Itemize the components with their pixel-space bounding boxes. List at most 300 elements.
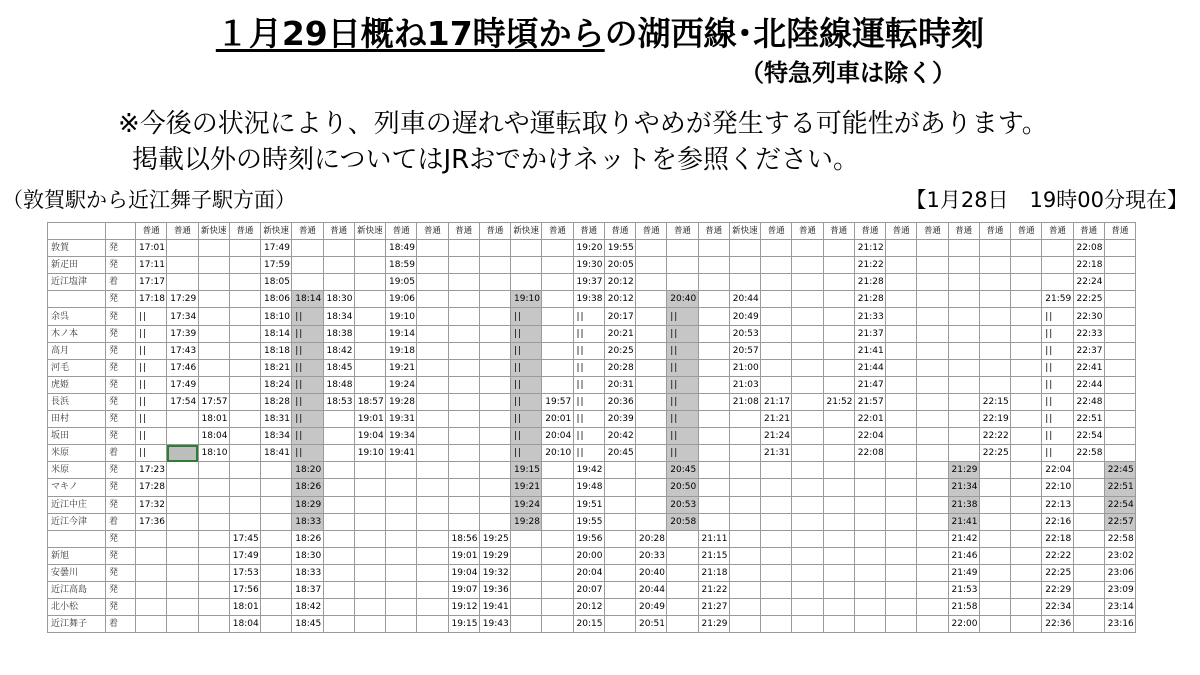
time-cell [792, 530, 823, 547]
arrive-depart-cell: 着 [106, 445, 136, 462]
header-row [48, 223, 1136, 240]
time-cell: 20:04 [573, 564, 604, 581]
time-cell [448, 445, 479, 462]
time-cell: 21:28 [854, 291, 885, 308]
time-cell [792, 393, 823, 410]
time-cell: 17:11 [136, 257, 167, 274]
time-cell [261, 513, 292, 530]
time-cell [761, 342, 792, 359]
time-cell [479, 513, 510, 530]
table-row [48, 359, 1136, 376]
table-row [48, 342, 1136, 359]
time-cell [354, 547, 385, 564]
time-cell [417, 462, 448, 479]
station-name-cell: 木ノ本 [48, 325, 106, 342]
table-row [48, 513, 1136, 530]
time-cell [167, 530, 198, 547]
time-cell [198, 616, 229, 633]
time-cell: 18:05 [261, 274, 292, 291]
time-cell: 17:28 [136, 479, 167, 496]
time-cell: 22:25 [1073, 291, 1104, 308]
time-cell [729, 513, 760, 530]
direction-label: （敦賀駅から近江舞子駅方面） [2, 188, 296, 212]
time-cell: 22:41 [1073, 359, 1104, 376]
time-cell [604, 513, 635, 530]
time-cell [854, 581, 885, 598]
time-cell [261, 530, 292, 547]
time-cell: 22:36 [1042, 616, 1073, 633]
time-cell: 19:48 [573, 479, 604, 496]
time-cell [698, 376, 729, 393]
time-cell [198, 479, 229, 496]
time-cell [542, 462, 573, 479]
time-cell: 18:30 [323, 291, 354, 308]
time-cell [667, 530, 698, 547]
arrive-depart-cell: 発 [106, 291, 136, 308]
time-cell [417, 564, 448, 581]
time-cell [448, 393, 479, 410]
time-cell [979, 376, 1010, 393]
time-cell: 21:44 [854, 359, 885, 376]
time-cell [886, 428, 917, 445]
time-cell [886, 308, 917, 325]
pass-through-marker: || [667, 445, 698, 462]
time-cell [417, 513, 448, 530]
time-cell [886, 599, 917, 616]
time-cell [886, 257, 917, 274]
time-cell [229, 325, 260, 342]
time-cell [386, 513, 417, 530]
pass-through-marker: || [292, 428, 323, 445]
time-cell: 23:16 [1104, 616, 1135, 633]
time-cell: 18:38 [323, 325, 354, 342]
time-cell [229, 342, 260, 359]
time-cell [167, 564, 198, 581]
time-cell [1011, 616, 1042, 633]
time-cell [792, 445, 823, 462]
station-name-cell: 河毛 [48, 359, 106, 376]
time-cell [1073, 599, 1104, 616]
time-cell: 22:57 [1104, 513, 1135, 530]
time-cell [1104, 240, 1135, 257]
train-type-header: 普通 [761, 223, 792, 240]
time-cell [354, 342, 385, 359]
time-cell: 19:57 [542, 393, 573, 410]
time-cell [542, 325, 573, 342]
pass-through-marker: || [292, 359, 323, 376]
notice-line-1: ※今後の状況により、列車の遅れや運転取りやめが発生する可能性があります。 [118, 109, 1048, 139]
time-cell [354, 325, 385, 342]
time-cell [167, 616, 198, 633]
station-name-cell: 新疋田 [48, 257, 106, 274]
time-cell [198, 599, 229, 616]
table-row [48, 257, 1136, 274]
time-cell [1011, 393, 1042, 410]
time-cell: 20:12 [573, 599, 604, 616]
time-cell: 17:18 [136, 291, 167, 308]
time-cell [823, 496, 854, 513]
time-cell: 21:27 [698, 599, 729, 616]
time-cell: 19:12 [448, 599, 479, 616]
time-cell: 19:14 [386, 325, 417, 342]
page-title [0, 14, 1200, 54]
time-cell [417, 547, 448, 564]
pass-through-marker: || [511, 376, 542, 393]
time-cell: 21:57 [854, 393, 885, 410]
time-cell [667, 240, 698, 257]
time-cell [386, 530, 417, 547]
time-cell [1011, 274, 1042, 291]
time-cell [354, 599, 385, 616]
time-cell [667, 616, 698, 633]
time-cell: 18:06 [261, 291, 292, 308]
time-cell [604, 462, 635, 479]
time-cell [917, 325, 948, 342]
time-cell [448, 411, 479, 428]
table-row [48, 376, 1136, 393]
time-cell [917, 240, 948, 257]
pass-through-marker: || [511, 428, 542, 445]
time-cell: 21:37 [854, 325, 885, 342]
time-cell [448, 291, 479, 308]
pass-through-marker: || [511, 342, 542, 359]
pass-through-marker: || [292, 411, 323, 428]
time-cell: 18:33 [292, 513, 323, 530]
time-cell [479, 445, 510, 462]
time-cell: 20:39 [604, 411, 635, 428]
time-cell [917, 445, 948, 462]
time-cell [1104, 257, 1135, 274]
time-cell [1011, 496, 1042, 513]
time-cell: 18:26 [292, 530, 323, 547]
time-cell: 20:57 [729, 342, 760, 359]
time-cell [386, 599, 417, 616]
time-cell [167, 411, 198, 428]
time-cell: 19:55 [573, 513, 604, 530]
pass-through-marker: || [136, 411, 167, 428]
time-cell [229, 376, 260, 393]
time-cell [979, 547, 1010, 564]
time-cell [948, 257, 979, 274]
time-cell [979, 564, 1010, 581]
time-cell [948, 240, 979, 257]
time-cell [417, 359, 448, 376]
time-cell [729, 599, 760, 616]
time-cell: 20:12 [604, 274, 635, 291]
time-cell: 22:25 [979, 445, 1010, 462]
time-cell [667, 564, 698, 581]
time-cell [542, 599, 573, 616]
time-cell: 20:45 [667, 462, 698, 479]
time-cell: 21:29 [948, 462, 979, 479]
time-cell [386, 479, 417, 496]
time-cell [698, 359, 729, 376]
time-cell [823, 359, 854, 376]
time-cell: 20:58 [667, 513, 698, 530]
time-cell: 19:38 [573, 291, 604, 308]
time-cell [886, 564, 917, 581]
train-type-header: 新快速 [354, 223, 385, 240]
time-cell [729, 547, 760, 564]
time-cell [604, 530, 635, 547]
time-cell [761, 581, 792, 598]
time-cell [323, 496, 354, 513]
time-cell [979, 581, 1010, 598]
time-cell [1073, 547, 1104, 564]
time-cell: 20:12 [604, 291, 635, 308]
table-row [48, 445, 1136, 462]
time-cell: 22:04 [854, 428, 885, 445]
time-cell [1011, 359, 1042, 376]
train-type-header: 新快速 [729, 223, 760, 240]
time-cell [761, 274, 792, 291]
arrive-depart-cell: 発 [106, 359, 136, 376]
time-cell [354, 240, 385, 257]
time-cell [1042, 274, 1073, 291]
time-cell [979, 599, 1010, 616]
arrive-depart-cell: 発 [106, 376, 136, 393]
time-cell [292, 257, 323, 274]
time-cell: 21:34 [948, 479, 979, 496]
pass-through-marker: || [1042, 428, 1073, 445]
pass-through-marker: || [511, 359, 542, 376]
time-cell [1042, 240, 1073, 257]
time-cell: 22:18 [1073, 257, 1104, 274]
train-type-header: 普通 [542, 223, 573, 240]
time-cell [167, 428, 198, 445]
time-cell [761, 513, 792, 530]
time-cell [417, 428, 448, 445]
time-cell [323, 240, 354, 257]
time-cell: 19:05 [386, 274, 417, 291]
time-cell: 22:19 [979, 411, 1010, 428]
time-cell [948, 342, 979, 359]
time-cell: 19:31 [386, 411, 417, 428]
time-cell: 17:32 [136, 496, 167, 513]
time-cell [886, 240, 917, 257]
time-cell [636, 291, 667, 308]
time-cell [761, 376, 792, 393]
arrive-depart-cell: 発 [106, 581, 136, 598]
time-cell [698, 257, 729, 274]
time-cell: 22:00 [948, 616, 979, 633]
time-cell [636, 376, 667, 393]
time-cell: 17:57 [198, 393, 229, 410]
time-cell [886, 393, 917, 410]
time-cell [386, 462, 417, 479]
time-cell [854, 616, 885, 633]
time-cell [948, 274, 979, 291]
title-line-part: の湖西線･北陸線運転時刻 [604, 14, 985, 53]
time-cell [729, 274, 760, 291]
time-cell [948, 393, 979, 410]
table-row [48, 530, 1136, 547]
time-cell [479, 411, 510, 428]
time-cell [792, 599, 823, 616]
time-cell [698, 393, 729, 410]
time-cell [479, 462, 510, 479]
time-cell [917, 274, 948, 291]
time-cell: 17:45 [229, 530, 260, 547]
time-cell [636, 342, 667, 359]
time-cell [886, 462, 917, 479]
time-cell: 22:48 [1073, 393, 1104, 410]
time-cell [917, 411, 948, 428]
time-cell [448, 376, 479, 393]
time-cell: 22:45 [1104, 462, 1135, 479]
time-cell [761, 530, 792, 547]
time-cell [448, 257, 479, 274]
time-cell: 21:33 [854, 308, 885, 325]
time-cell [479, 393, 510, 410]
pass-through-marker: || [573, 325, 604, 342]
time-cell: 19:10 [354, 445, 385, 462]
time-cell [917, 462, 948, 479]
arrive-depart-cell: 発 [106, 411, 136, 428]
time-cell: 20:45 [604, 445, 635, 462]
time-cell [729, 257, 760, 274]
pass-through-marker: || [511, 325, 542, 342]
time-cell [636, 513, 667, 530]
time-cell [198, 274, 229, 291]
table-row [48, 462, 1136, 479]
time-cell [1011, 291, 1042, 308]
train-type-header: 普通 [136, 223, 167, 240]
table-row [48, 564, 1136, 581]
time-cell [198, 308, 229, 325]
time-cell: 20:15 [573, 616, 604, 633]
time-cell [542, 308, 573, 325]
time-cell [292, 240, 323, 257]
time-cell: 17:49 [261, 240, 292, 257]
time-cell [948, 376, 979, 393]
time-cell: 17:53 [229, 564, 260, 581]
time-cell [417, 291, 448, 308]
time-cell [604, 616, 635, 633]
time-cell [323, 257, 354, 274]
time-cell [1073, 462, 1104, 479]
time-cell [198, 325, 229, 342]
time-cell [479, 376, 510, 393]
time-cell [1073, 581, 1104, 598]
header-blank-cell [106, 223, 136, 240]
time-cell: 20:53 [729, 325, 760, 342]
time-cell [636, 445, 667, 462]
time-cell: 18:57 [354, 393, 385, 410]
pass-through-marker: || [573, 393, 604, 410]
time-cell: 20:40 [636, 564, 667, 581]
time-cell [479, 496, 510, 513]
time-cell [698, 342, 729, 359]
time-cell [854, 496, 885, 513]
time-cell [792, 257, 823, 274]
time-cell [917, 581, 948, 598]
time-cell [479, 240, 510, 257]
pass-through-marker: || [573, 308, 604, 325]
time-cell [229, 257, 260, 274]
time-cell: 21:38 [948, 496, 979, 513]
pass-through-marker: || [292, 376, 323, 393]
time-cell [604, 564, 635, 581]
time-cell [1104, 393, 1135, 410]
time-cell: 22:16 [1042, 513, 1073, 530]
time-cell [417, 616, 448, 633]
time-cell: 20:51 [636, 616, 667, 633]
time-cell: 20:21 [604, 325, 635, 342]
time-cell [1073, 564, 1104, 581]
time-cell [229, 513, 260, 530]
time-cell [1011, 547, 1042, 564]
time-cell [417, 325, 448, 342]
time-cell: 18:26 [292, 479, 323, 496]
time-cell [886, 496, 917, 513]
time-cell: 18:01 [198, 411, 229, 428]
time-cell: 22:51 [1104, 479, 1135, 496]
time-cell [886, 325, 917, 342]
time-cell [917, 376, 948, 393]
time-cell: 18:34 [323, 308, 354, 325]
time-cell [761, 462, 792, 479]
time-cell [386, 496, 417, 513]
time-cell [448, 325, 479, 342]
time-cell [761, 479, 792, 496]
time-cell [886, 376, 917, 393]
time-cell: 18:29 [292, 496, 323, 513]
time-cell [354, 496, 385, 513]
time-cell [448, 274, 479, 291]
table-row [48, 599, 1136, 616]
time-cell [854, 547, 885, 564]
arrive-depart-cell: 着 [106, 274, 136, 291]
time-cell: 20:36 [604, 393, 635, 410]
time-cell [417, 496, 448, 513]
time-cell [136, 530, 167, 547]
time-cell [1011, 530, 1042, 547]
time-cell [1104, 325, 1135, 342]
train-type-header: 普通 [917, 223, 948, 240]
time-cell: 21:12 [854, 240, 885, 257]
time-cell [323, 513, 354, 530]
time-cell: 20:49 [636, 599, 667, 616]
time-cell [917, 513, 948, 530]
time-cell [167, 274, 198, 291]
time-cell [323, 274, 354, 291]
table-row [48, 308, 1136, 325]
time-cell [698, 445, 729, 462]
time-cell: 23:14 [1104, 599, 1135, 616]
time-cell [917, 564, 948, 581]
time-cell: 22:04 [1042, 462, 1073, 479]
time-cell [542, 581, 573, 598]
time-cell [1104, 342, 1135, 359]
time-cell [323, 599, 354, 616]
time-cell [761, 547, 792, 564]
time-cell [886, 581, 917, 598]
time-cell: 22:29 [1042, 581, 1073, 598]
time-cell: 21:52 [823, 393, 854, 410]
time-cell: 18:20 [292, 462, 323, 479]
time-cell [979, 496, 1010, 513]
time-cell: 22:22 [979, 428, 1010, 445]
arrive-depart-cell: 発 [106, 428, 136, 445]
time-cell [198, 581, 229, 598]
time-cell [261, 581, 292, 598]
time-cell: 21:11 [698, 530, 729, 547]
time-cell [729, 240, 760, 257]
time-cell [761, 240, 792, 257]
time-cell [542, 240, 573, 257]
time-cell [1104, 308, 1135, 325]
